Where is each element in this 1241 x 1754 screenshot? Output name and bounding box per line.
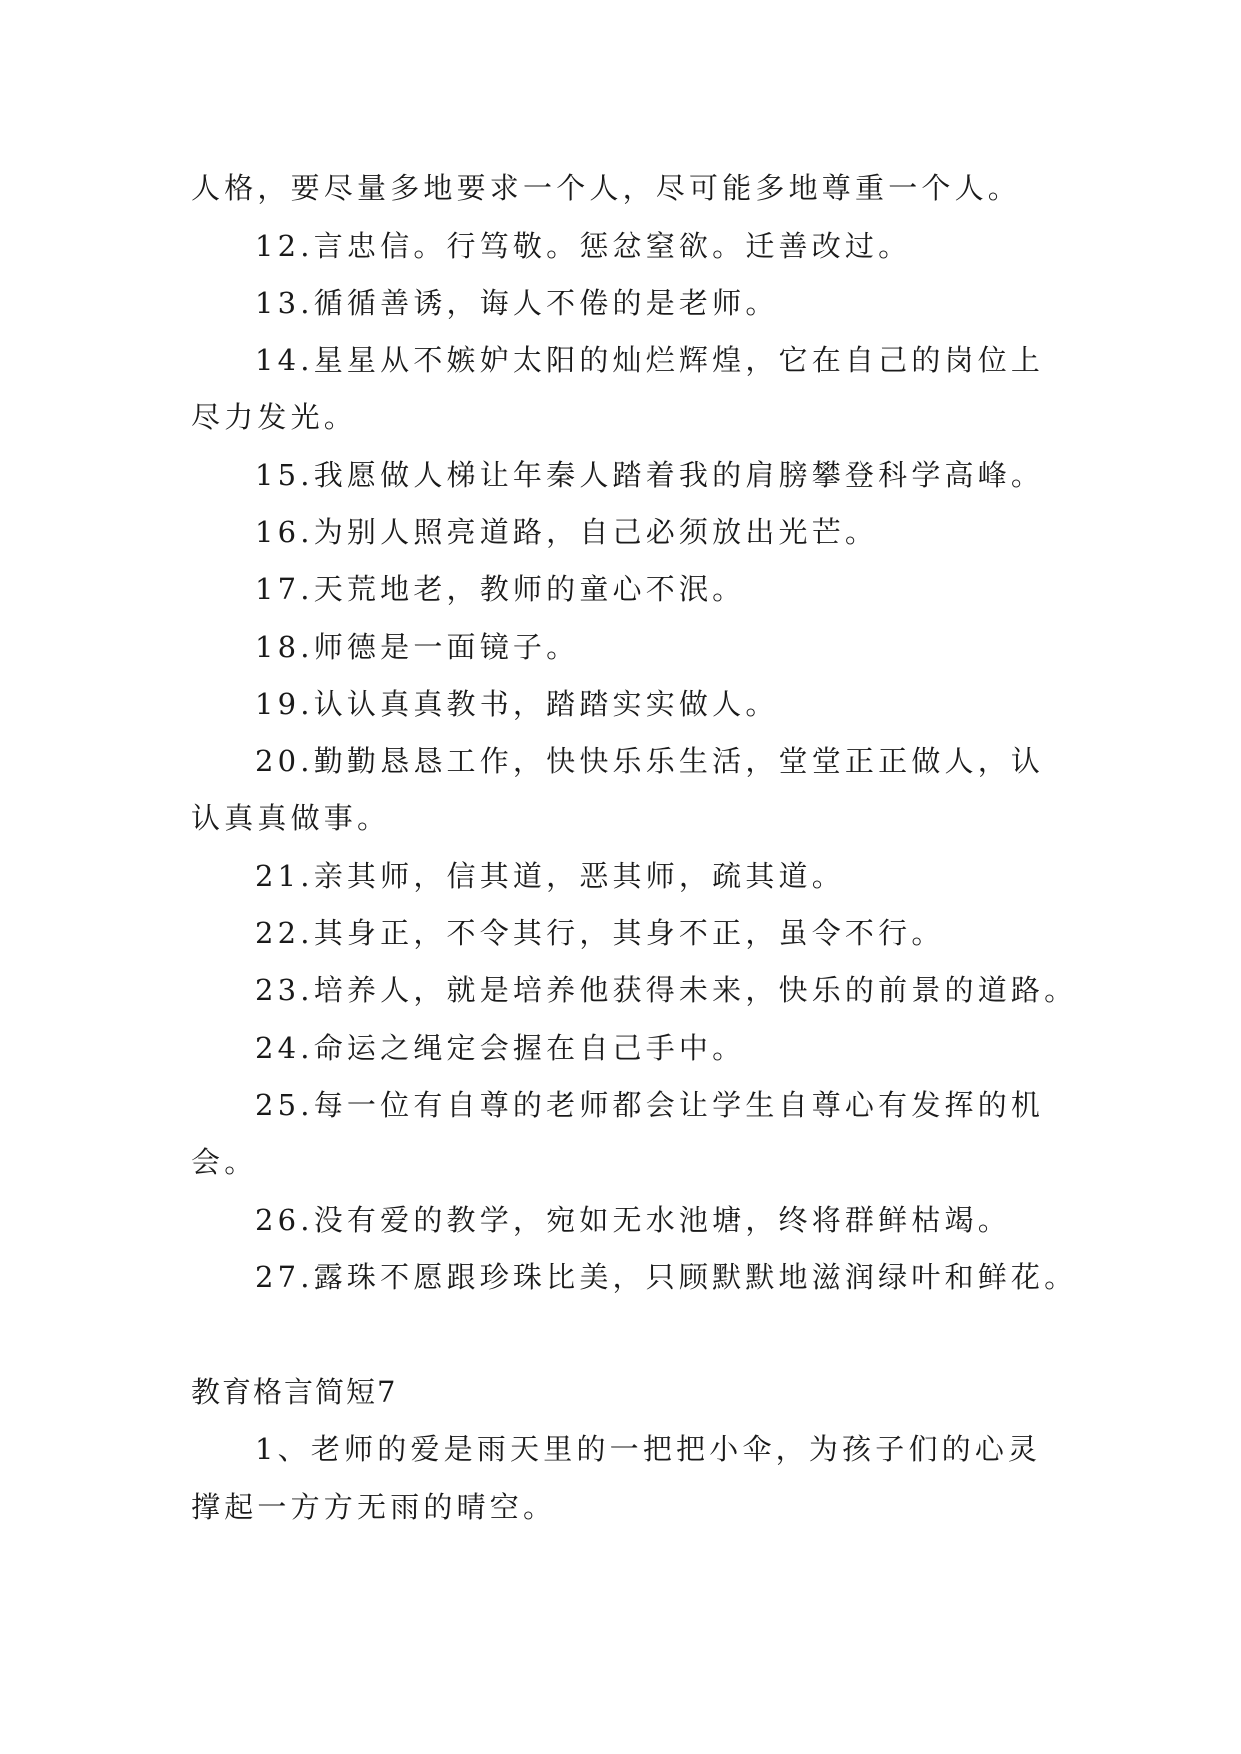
maxim-25: 25.每一位有自尊的老师都会让学生自尊心有发挥的机 (255, 1088, 1045, 1122)
maxim-26: 26.没有爱的教学，宛如无水池塘，终将群鲜枯竭。 (255, 1203, 1011, 1237)
maxim-13: 13.循循善诱，诲人不倦的是老师。 (255, 286, 779, 320)
maxim-24: 24.命运之绳定会握在自己手中。 (255, 1031, 746, 1065)
section-maxim-1-continued: 撑起一方方无雨的晴空。 (191, 1490, 557, 1524)
section-maxim-1: 1、老师的爱是雨天里的一把把小伞，为孩子们的心灵 (255, 1432, 1042, 1466)
maxim-19: 19.认认真真教书，踏踏实实做人。 (255, 687, 779, 721)
section-heading: 教育格言简短7 (191, 1375, 398, 1409)
maxim-25-continued: 会。 (191, 1145, 258, 1179)
maxim-14: 14.星星从不嫉妒太阳的灿烂辉煌，它在自己的岗位上 (255, 343, 1045, 377)
maxim-23: 23.培养人，就是培养他获得未来，快乐的前景的道路。 (255, 973, 1078, 1007)
maxim-12: 12.言忠信。行笃敬。惩忿窒欲。迁善改过。 (255, 229, 912, 263)
maxim-20-continued: 认真真做事。 (191, 801, 391, 835)
maxim-20: 20.勤勤恳恳工作，快快乐乐生活，堂堂正正做人，认 (255, 744, 1045, 778)
paragraph-line: 人格，要尽量多地要求一个人，尽可能多地尊重一个人。 (191, 171, 1022, 205)
maxim-17: 17.天荒地老，教师的童心不泯。 (255, 572, 746, 606)
maxim-27: 27.露珠不愿跟珍珠比美，只顾默默地滋润绿叶和鲜花。 (255, 1260, 1078, 1294)
maxim-16: 16.为别人照亮道路，自己必须放出光芒。 (255, 515, 879, 549)
maxim-14-continued: 尽力发光。 (191, 400, 358, 434)
maxim-18: 18.师德是一面镜子。 (255, 630, 580, 664)
maxim-15: 15.我愿做人梯让年秦人踏着我的肩膀攀登科学高峰。 (255, 458, 1045, 492)
maxim-22: 22.其身正，不令其行，其身不正，虽令不行。 (255, 916, 945, 950)
maxim-21: 21.亲其师，信其道，恶其师，疏其道。 (255, 859, 845, 893)
